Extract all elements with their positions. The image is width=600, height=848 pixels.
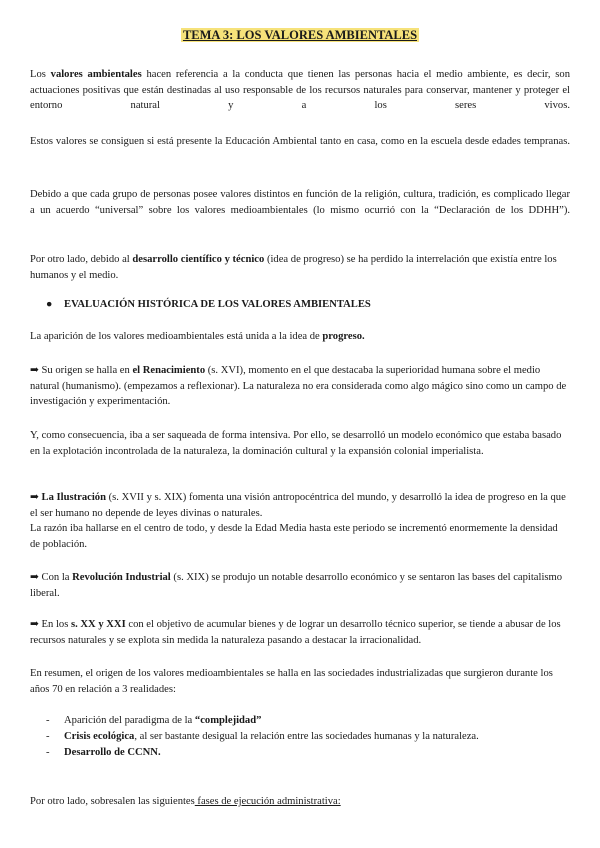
paragraph-revolucion: ➡ Con la Revolución Industrial (s. XIX) se produjo un notable desarrollo económico y se sentaron las bases del capitalismo liberal.	[30, 572, 563, 599]
paragraph-consequence: Y, como consecuencia, iba a ser saqueada de forma intensiva. Por ello, se desarrolló un modelo económico que estaba basado en la explotación incontrolada de la naturaleza, la dominación cultural y la expansión colonial imperialista.	[30, 430, 562, 457]
paragraph-ilustracion: ➡ La Ilustración (s. XVII y s. XIX) fomenta una visión antropocéntrica del mundo, y desarrolló la idea de progreso en la que el ser humano no depende de leyes divinas o naturales. La razón iba hallarse en el centro de todo, y desde la Edad Media hasta este periodo se incrementó enormemente la densidad de población.	[30, 492, 566, 550]
paragraph-development: Por otro lado, debido al desarrollo científico y técnico (idea de progreso) se ha perdido la interrelación que existía entre los humanos y el medio.	[30, 254, 557, 281]
list-item: - Aparición del paradigma de la “complejidad”	[46, 715, 262, 726]
intro-paragraph: Los valores ambientales hacen referencia a la conducta que tienen las personas hacia el medio ambiente, es decir, son actuaciones positivas que están destinadas al uso responsable de los recursos naturales para conservar, mantener y proteger el entorno natural y a los seres vivos.	[30, 69, 570, 111]
section-heading: ● EVALUACIÓN HISTÓRICA DE LOS VALORES AMBIENTALES	[46, 299, 371, 310]
paragraph-summary: En resumen, el origen de los valores medioambientales se halla en las sociedades industrializadas que surgieron durante los años 70 en relación a 3 realidades:	[30, 668, 553, 695]
paragraph-siglos: ➡ En los s. XX y XXI con el objetivo de acumular bienes y de lograr un desarrollo técnico superior, se tiende a abusar de los recursos naturales y se explota sin medida la naturaleza pasando a destacar la irracionalidad.	[30, 619, 561, 646]
arrow-icon: ➡	[30, 619, 39, 630]
arrow-icon: ➡	[30, 572, 39, 583]
list-item: - Crisis ecológica, al ser bastante desigual la relación entre las sociedades humanas y la naturaleza.	[46, 731, 479, 742]
page-title: TEMA 3: LOS VALORES AMBIENTALES	[182, 28, 418, 42]
paragraph-renacimiento: ➡ Su origen se halla en el Renacimiento (s. XVI), momento en el que destacaba la superioridad humana sobre el medio natural (humanismo). (empezamos a reflexionar). La naturaleza no era considerada como algo mágico sino como un campo de investigación y experimentación.	[30, 365, 567, 407]
list-item: - Desarrollo de CCNN.	[46, 747, 161, 758]
paragraph-phases: Por otro lado, sobresalen las siguientes fases de ejecución administrativa:	[30, 796, 341, 807]
arrow-icon: ➡	[30, 492, 39, 503]
paragraph-diversity: Debido a que cada grupo de personas posee valores distintos en función de la religión, cultura, tradición, es complicado llegar a un acuerdo “universal” sobre los valores medioambientales (lo mismo ocurrió con la “Declaración de los DDHH”).	[30, 189, 570, 216]
arrow-icon: ➡	[30, 365, 39, 376]
paragraph-progress: La aparición de los valores medioambientales está unida a la idea de progreso.	[30, 331, 365, 342]
realities-list	[46, 713, 479, 761]
paragraph-education: Estos valores se consiguen si está presente la Educación Ambiental tanto en casa, como en la escuela desde edades tempranas.	[30, 136, 570, 147]
